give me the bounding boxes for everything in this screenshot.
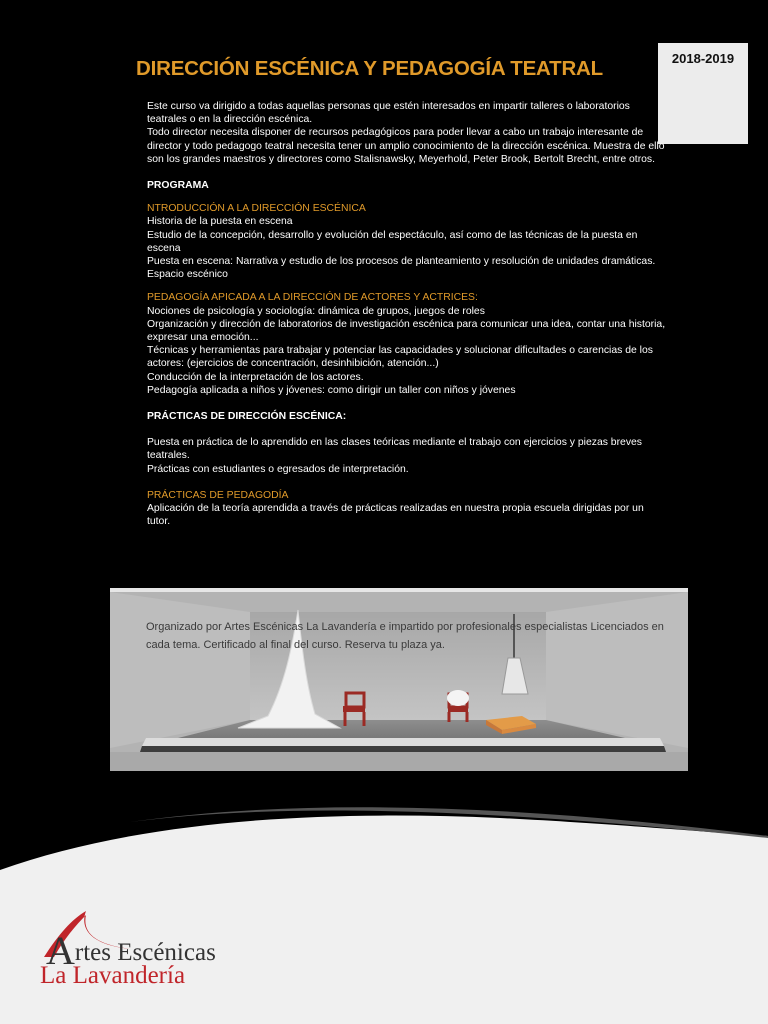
list-item: Estudio de la concepción, desarrollo y evolución del espectáculo, así como de las técnicas de la puesta en escena [147, 229, 638, 254]
section-heading-intro: NTRODUCCIÓN A LA DIRECCIÓN ESCÉNICA [147, 203, 366, 215]
list-item: Organización y dirección de laboratorios de investigación escénica para comunicar una idea, contar una historia, expresar una emoción... [147, 318, 666, 344]
intro-paragraph: Todo director necesita disponer de recursos pedagógicos para poder llevar a cabo un trabajo interesante de director y todo pedagogo teatral necesita tener un amplio conocimiento de la dirección escénica. Muestra de ello son los grandes maestros y directores como Stalisnawsky, Meyerhold, Peter Brook, Bertolt Brecht, entre otros. [147, 127, 665, 165]
list-item: Nociones de psicología y sociología: dinámica de grupos, juegos de roles [147, 305, 485, 317]
stage-image [110, 588, 688, 771]
logo-line-2: La Lavandería [40, 962, 186, 989]
list-item: Técnicas y herramientas para trabajar y potenciar las capacidades y solucionar dificultades o carencias de los actores: (ejercicios de concentración, desinhibición, atención...) [147, 345, 653, 370]
logo-line-1-text: rtes Escénicas [74, 939, 216, 966]
list-item: Pedagogía aplicada a niños y jóvenes: como dirigir un taller con niños y jóvenes [147, 384, 516, 396]
intro-paragraph: Este curso va dirigido a todas aquellas personas que estén interesados en impartir talleres o laboratorios teatrales o en la dirección escénica. [147, 101, 630, 126]
year-label: 2018-2019 [671, 51, 735, 66]
section-heading-practicas-pedagogia: PRÁCTICAS DE PEDAGODÍA [147, 489, 289, 501]
list-item: Puesta en escena: Narrativa y estudio de los procesos de planteamiento y resolución de unidades dramáticas. [147, 256, 656, 268]
list-item: Puesta en práctica de lo aprendido en las clases teóricas mediante el trabajo con ejercicios y piezas breves teatrales. [147, 437, 642, 462]
list-item: Historia de la puesta en escena [147, 216, 293, 228]
logo-initial: A [46, 928, 75, 973]
section-heading-pedagogia: PEDAGOGÍA APICADA A LA DIRECCIÓN DE ACTORES Y ACTRICES: [147, 292, 478, 304]
list-item: Prácticas con estudiantes o egresados de interpretación. [147, 463, 409, 475]
course-description [147, 100, 667, 528]
year-badge [658, 43, 748, 144]
list-item: Aplicación de la teoría aprendida a través de prácticas realizadas en nuestra propia escuela dirigidas por un tutor. [147, 503, 644, 528]
section-heading-practicas-direccion: PRÁCTICAS DE DIRECCIÓN ESCÉNICA: [147, 411, 347, 423]
programa-heading: PROGRAMA [147, 180, 209, 192]
page-title: DIRECCIÓN ESCÉNICA Y PEDAGOGÍA TEATRAL [136, 57, 603, 80]
brand-logo [36, 905, 296, 1005]
list-item: Conducción de la interpretación de los actores. [147, 371, 364, 383]
stage-caption: Organizado por Artes Escénicas La Lavandería e impartido por profesionales especialistas Licenciados en cada tema. Certificado al final del curso. Reserva tu plaza ya. [146, 621, 664, 651]
list-item: Espacio escénico [147, 269, 228, 281]
